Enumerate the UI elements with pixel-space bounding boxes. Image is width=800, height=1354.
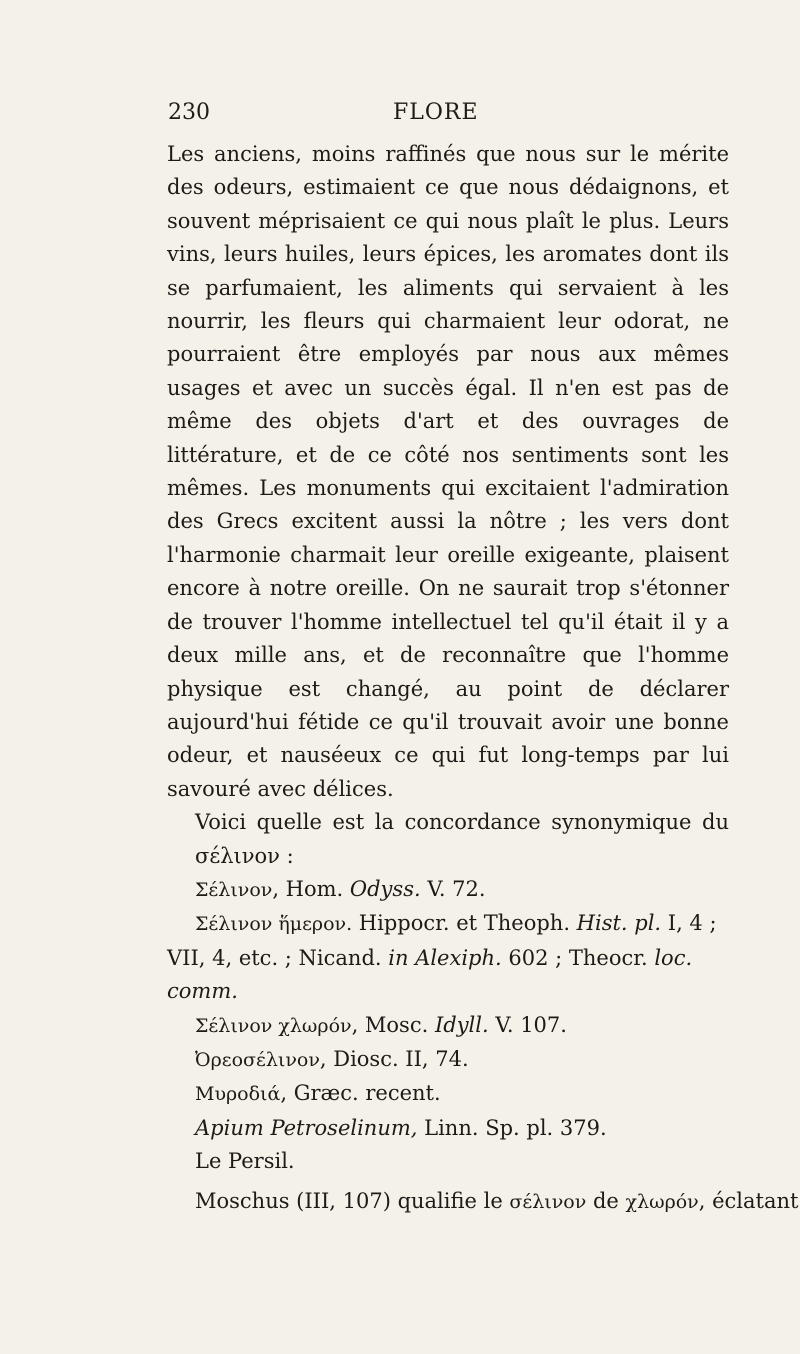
list-item: Σέλινον, Hom. Odyss. V. 72.: [195, 876, 486, 901]
list-item: Σέλινον χλωρόν, Mosc. Idyll. V. 107.: [195, 1012, 567, 1037]
list-item: Ὀρεοσέλινον, Diosc. II, 74.: [195, 1046, 469, 1071]
page-header: [168, 100, 728, 130]
list-item: Apium Petroselinum, Linn. Sp. pl. 379.: [195, 1115, 607, 1140]
concordance-intro: Voici quelle est la concordance synonymique du σέλινον :: [195, 810, 729, 868]
body-text: [167, 138, 799, 1219]
page-number: 230: [168, 100, 210, 125]
concordance-list: [167, 873, 729, 1179]
paragraph: Les anciens, moins raffinés que nous sur le mérite des odeurs, estimaient ce que nous dédaignons, et souvent méprisaient ce qui nous plaît le plus. Leurs vins, leurs huiles, leurs épices, les aromates dont ils se parfumaient, les aliments qui servaient à les nourrir, les fleurs qui charmaient leur odorat, ne pourraient être employés par nous aux mêmes usages et avec un succès égal. Il n'en est pas de même des objets d'art et des ouvrages de littérature, et de ce côté nos sentiments sont les mêmes. Les monuments qui excitaient l'admiration des Grecs excitent aussi la nôtre ; les vers dont l'harmonie charmait leur oreille exigeante, plaisent encore à notre oreille. On ne saurait trop s'étonner de trouver l'homme intellectuel tel qu'il était il y a deux mille ans, et de reconnaître que l'homme physique est changé, au point de déclarer aujourd'hui fétide ce qu'il trouvait avoir une bonne odeur, et nauséeux ce qui fut long-temps par lui savouré avec délices.: [167, 142, 729, 801]
list-item: Le Persil.: [195, 1149, 295, 1174]
list-item: Σέλινον ἥμερον. Hippocr. et Theoph. Hist. pl. I, 4 ; VII, 4, etc. ; Nicand. in Alexiph. 602 ; Theocr. loc. comm.: [167, 911, 717, 1004]
final-line: Moschus (III, 107) qualifie le σέλινον de χλωρόν, éclatant: [195, 1188, 799, 1213]
running-title: FLORE: [393, 100, 479, 125]
list-item: Μυροδιά, Græc. recent.: [195, 1081, 441, 1106]
